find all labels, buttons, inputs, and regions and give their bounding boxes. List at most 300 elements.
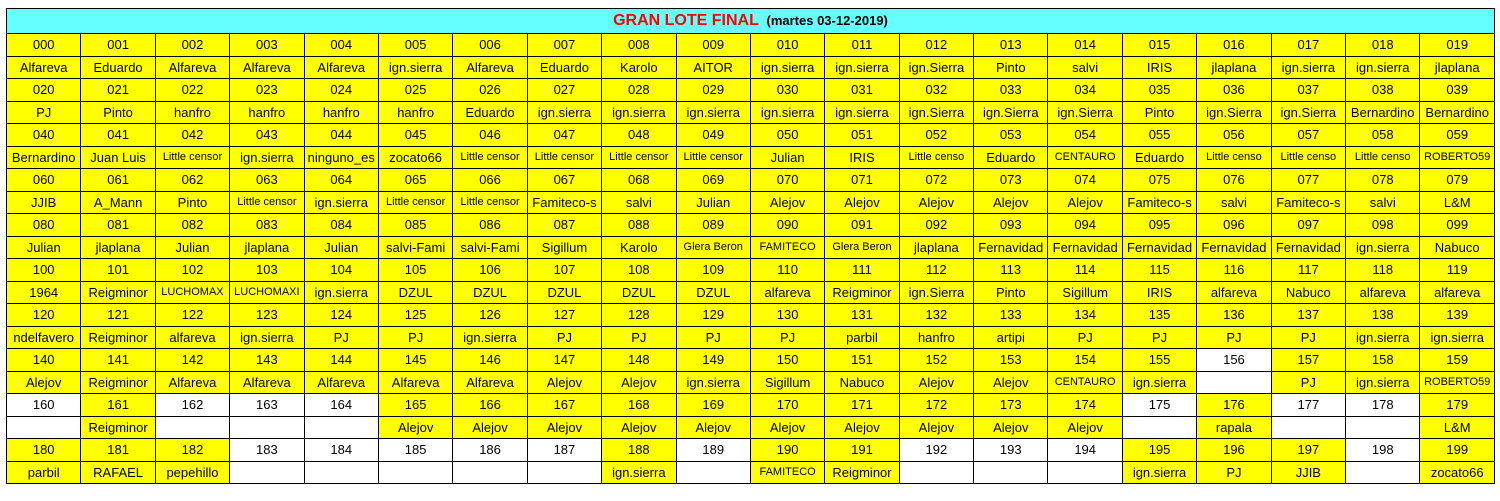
owner-cell: Alfareva [155, 371, 229, 394]
number-cell: 110 [750, 259, 824, 282]
owner-cell: ROBERTO59 [1420, 371, 1495, 394]
owner-cell: Little censor [527, 146, 601, 169]
number-cell: 024 [304, 79, 378, 102]
number-cell: 034 [1048, 79, 1122, 102]
owner-cell: Julian [676, 191, 750, 214]
owner-cell: salvi [1346, 191, 1420, 214]
number-cell: 193 [974, 439, 1048, 462]
owner-cell: 1964 [7, 281, 81, 304]
owner-cell [378, 461, 452, 484]
name-row [7, 56, 1495, 79]
owner-cell: ign.sierra [304, 281, 378, 304]
page-title: GRAN LOTE FINAL [613, 12, 759, 29]
owner-cell: salvi [1197, 191, 1271, 214]
number-cell: 184 [304, 439, 378, 462]
owner-cell [304, 461, 378, 484]
owner-cell: Famiteco-s [527, 191, 601, 214]
owner-cell: Alfareva [453, 56, 527, 79]
owner-cell [1197, 371, 1271, 394]
owner-cell: ign.Sierra [974, 101, 1048, 124]
number-cell: 048 [602, 124, 676, 147]
owner-cell: Glera Beron [825, 236, 899, 259]
owner-cell: Fernavidad [974, 236, 1048, 259]
owner-cell: IRIS [1122, 56, 1196, 79]
number-cell: 105 [378, 259, 452, 282]
owner-cell: Reigminor [81, 281, 155, 304]
owner-cell: Eduardo [453, 101, 527, 124]
owner-cell: Alfareva [230, 56, 304, 79]
owner-cell: Julian [155, 236, 229, 259]
number-cell: 154 [1048, 349, 1122, 372]
number-cell: 027 [527, 79, 601, 102]
number-cell: 078 [1346, 169, 1420, 192]
owner-cell: ROBERTO59 [1420, 146, 1495, 169]
number-cell: 061 [81, 169, 155, 192]
number-cell: 168 [602, 394, 676, 417]
owner-cell: PJ [1048, 326, 1122, 349]
number-cell: 068 [602, 169, 676, 192]
owner-cell [1346, 416, 1420, 439]
owner-cell: Alfareva [7, 56, 81, 79]
number-cell: 137 [1271, 304, 1345, 327]
owner-cell: Little censor [453, 191, 527, 214]
owner-cell: Reigminor [81, 416, 155, 439]
number-cell: 158 [1346, 349, 1420, 372]
owner-cell: DZUL [676, 281, 750, 304]
number-cell: 073 [974, 169, 1048, 192]
number-cell: 010 [750, 34, 824, 57]
number-cell: 100 [7, 259, 81, 282]
number-cell: 037 [1271, 79, 1345, 102]
owner-cell: parbil [825, 326, 899, 349]
number-cell: 176 [1197, 394, 1271, 417]
owner-cell: PJ [1271, 371, 1345, 394]
owner-cell: ign.Sierra [1271, 101, 1345, 124]
number-cell: 116 [1197, 259, 1271, 282]
owner-cell: CENTAURO [1048, 146, 1122, 169]
owner-cell [155, 416, 229, 439]
number-row [7, 34, 1495, 57]
owner-cell [230, 416, 304, 439]
owner-cell: Little censo [1197, 146, 1271, 169]
number-cell: 042 [155, 124, 229, 147]
number-cell: 102 [155, 259, 229, 282]
number-cell: 135 [1122, 304, 1196, 327]
number-cell: 182 [155, 439, 229, 462]
owner-cell: Alejov [676, 416, 750, 439]
number-cell: 045 [378, 124, 452, 147]
number-cell: 016 [1197, 34, 1271, 57]
owner-cell: Alejov [602, 416, 676, 439]
owner-cell: Reigminor [825, 281, 899, 304]
number-cell: 124 [304, 304, 378, 327]
number-cell: 043 [230, 124, 304, 147]
owner-cell: Alfareva [378, 371, 452, 394]
owner-cell: ninguno_es [304, 146, 378, 169]
owner-cell: Little censo [1346, 146, 1420, 169]
number-cell: 106 [453, 259, 527, 282]
owner-cell: jlaplana [1420, 56, 1495, 79]
number-cell: 025 [378, 79, 452, 102]
name-row [7, 416, 1495, 439]
number-cell: 199 [1420, 439, 1495, 462]
number-cell: 044 [304, 124, 378, 147]
owner-cell: ign.sierra [1122, 371, 1196, 394]
owner-cell [1048, 461, 1122, 484]
owner-cell: Fernavidad [1048, 236, 1122, 259]
owner-cell: ign.sierra [602, 461, 676, 484]
number-cell: 136 [1197, 304, 1271, 327]
number-cell: 030 [750, 79, 824, 102]
number-cell: 131 [825, 304, 899, 327]
owner-cell: Alejov [750, 191, 824, 214]
owner-cell: Julian [7, 236, 81, 259]
owner-cell: salvi-Fami [453, 236, 527, 259]
owner-cell: Little censor [602, 146, 676, 169]
number-cell: 065 [378, 169, 452, 192]
owner-cell: salvi [1048, 56, 1122, 79]
number-cell: 172 [899, 394, 973, 417]
owner-cell: Reigminor [825, 461, 899, 484]
owner-cell: PJ [602, 326, 676, 349]
owner-cell: Alejov [899, 416, 973, 439]
number-cell: 059 [1420, 124, 1495, 147]
title-row [7, 9, 1495, 34]
number-cell: 004 [304, 34, 378, 57]
owner-cell: zocato66 [378, 146, 452, 169]
number-cell: 049 [676, 124, 750, 147]
number-cell: 179 [1420, 394, 1495, 417]
number-row [7, 439, 1495, 462]
name-row [7, 326, 1495, 349]
number-cell: 108 [602, 259, 676, 282]
number-cell: 080 [7, 214, 81, 237]
owner-cell: salvi [602, 191, 676, 214]
number-cell: 152 [899, 349, 973, 372]
owner-cell: Karolo [602, 56, 676, 79]
number-row [7, 349, 1495, 372]
lottery-grid [6, 8, 1495, 484]
number-cell: 181 [81, 439, 155, 462]
owner-cell: Glera Beron [676, 236, 750, 259]
number-cell: 157 [1271, 349, 1345, 372]
owner-cell: ign.sierra [378, 56, 452, 79]
number-cell: 197 [1271, 439, 1345, 462]
owner-cell [230, 461, 304, 484]
number-cell: 051 [825, 124, 899, 147]
owner-cell: Alejov [7, 371, 81, 394]
number-cell: 162 [155, 394, 229, 417]
owner-cell: Fernavidad [1122, 236, 1196, 259]
owner-cell: PJ [676, 326, 750, 349]
number-cell: 022 [155, 79, 229, 102]
number-cell: 092 [899, 214, 973, 237]
owner-cell: Reigminor [81, 371, 155, 394]
number-cell: 018 [1346, 34, 1420, 57]
owner-cell: Pinto [81, 101, 155, 124]
number-cell: 166 [453, 394, 527, 417]
number-cell: 153 [974, 349, 1048, 372]
owner-cell: LUCHOMAXI [230, 281, 304, 304]
owner-cell: Karolo [602, 236, 676, 259]
number-cell: 117 [1271, 259, 1345, 282]
owner-cell: artipi [974, 326, 1048, 349]
owner-cell: PJ [7, 101, 81, 124]
number-cell: 054 [1048, 124, 1122, 147]
owner-cell: alfareva [1197, 281, 1271, 304]
number-cell: 170 [750, 394, 824, 417]
number-cell: 109 [676, 259, 750, 282]
number-cell: 077 [1271, 169, 1345, 192]
owner-cell [453, 461, 527, 484]
owner-cell: Bernardino [1346, 101, 1420, 124]
number-cell: 146 [453, 349, 527, 372]
owner-cell: ign.sierra [602, 101, 676, 124]
number-cell: 183 [230, 439, 304, 462]
owner-cell: Alfareva [155, 56, 229, 79]
owner-cell: ign.sierra [750, 56, 824, 79]
owner-cell: Sigillum [750, 371, 824, 394]
owner-cell: Alejov [602, 371, 676, 394]
owner-cell: Pinto [974, 56, 1048, 79]
number-cell: 161 [81, 394, 155, 417]
number-cell: 035 [1122, 79, 1196, 102]
owner-cell: Pinto [974, 281, 1048, 304]
owner-cell: AITOR [676, 56, 750, 79]
owner-cell: PJ [750, 326, 824, 349]
number-cell: 122 [155, 304, 229, 327]
owner-cell: hanfro [230, 101, 304, 124]
owner-cell: parbil [7, 461, 81, 484]
owner-cell: PJ [1197, 461, 1271, 484]
owner-cell: IRIS [825, 146, 899, 169]
number-cell: 114 [1048, 259, 1122, 282]
owner-cell: JJIB [1271, 461, 1345, 484]
owner-cell: ign.sierra [1346, 236, 1420, 259]
owner-cell: Julian [304, 236, 378, 259]
owner-cell: pepehillo [155, 461, 229, 484]
owner-cell: Nabuco [825, 371, 899, 394]
number-cell: 052 [899, 124, 973, 147]
number-cell: 121 [81, 304, 155, 327]
number-cell: 145 [378, 349, 452, 372]
owner-cell: Alejov [825, 416, 899, 439]
number-cell: 156 [1197, 349, 1271, 372]
number-row [7, 169, 1495, 192]
number-cell: 005 [378, 34, 452, 57]
number-cell: 063 [230, 169, 304, 192]
number-cell: 177 [1271, 394, 1345, 417]
owner-cell: Pinto [155, 191, 229, 214]
owner-cell: salvi-Fami [378, 236, 452, 259]
owner-cell: LUCHOMAX [155, 281, 229, 304]
owner-cell: PJ [304, 326, 378, 349]
number-cell: 174 [1048, 394, 1122, 417]
owner-cell: Eduardo [1122, 146, 1196, 169]
number-cell: 036 [1197, 79, 1271, 102]
number-row [7, 304, 1495, 327]
owner-cell: Pinto [1122, 101, 1196, 124]
number-cell: 118 [1346, 259, 1420, 282]
owner-cell: ign.sierra [1346, 326, 1420, 349]
owner-cell: ign.sierra [1420, 326, 1495, 349]
owner-cell [1271, 416, 1345, 439]
number-cell: 164 [304, 394, 378, 417]
owner-cell: Famiteco-s [1122, 191, 1196, 214]
owner-cell: ign.sierra [1122, 461, 1196, 484]
number-cell: 012 [899, 34, 973, 57]
number-cell: 192 [899, 439, 973, 462]
number-cell: 032 [899, 79, 973, 102]
number-cell: 003 [230, 34, 304, 57]
number-cell: 163 [230, 394, 304, 417]
number-row [7, 124, 1495, 147]
number-cell: 079 [1420, 169, 1495, 192]
number-cell: 050 [750, 124, 824, 147]
owner-cell: Alfareva [304, 56, 378, 79]
number-cell: 093 [974, 214, 1048, 237]
number-cell: 147 [527, 349, 601, 372]
number-cell: 070 [750, 169, 824, 192]
number-cell: 194 [1048, 439, 1122, 462]
number-cell: 134 [1048, 304, 1122, 327]
number-cell: 188 [602, 439, 676, 462]
number-cell: 196 [1197, 439, 1271, 462]
number-cell: 087 [527, 214, 601, 237]
number-row [7, 79, 1495, 102]
number-row [7, 214, 1495, 237]
number-cell: 039 [1420, 79, 1495, 102]
number-cell: 053 [974, 124, 1048, 147]
number-cell: 008 [602, 34, 676, 57]
number-cell: 119 [1420, 259, 1495, 282]
owner-cell: ign.sierra [453, 326, 527, 349]
number-cell: 021 [81, 79, 155, 102]
owner-cell: jlaplana [81, 236, 155, 259]
owner-cell: ign.sierra [825, 101, 899, 124]
number-cell: 111 [825, 259, 899, 282]
owner-cell: hanfro [155, 101, 229, 124]
owner-cell: ign.Sierra [899, 101, 973, 124]
number-cell: 095 [1122, 214, 1196, 237]
number-cell: 185 [378, 439, 452, 462]
number-cell: 009 [676, 34, 750, 57]
owner-cell: Alfareva [230, 371, 304, 394]
owner-cell: alfareva [1420, 281, 1495, 304]
number-cell: 031 [825, 79, 899, 102]
owner-cell: Alfareva [304, 371, 378, 394]
number-cell: 074 [1048, 169, 1122, 192]
number-cell: 141 [81, 349, 155, 372]
number-cell: 195 [1122, 439, 1196, 462]
owner-cell [899, 461, 973, 484]
owner-cell: Little censo [1271, 146, 1345, 169]
number-cell: 159 [1420, 349, 1495, 372]
number-cell: 101 [81, 259, 155, 282]
owner-cell: Fernavidad [1271, 236, 1345, 259]
owner-cell: Alejov [825, 191, 899, 214]
owner-cell: Eduardo [974, 146, 1048, 169]
number-cell: 165 [378, 394, 452, 417]
owner-cell: Alejov [974, 191, 1048, 214]
owner-cell: Alejov [378, 416, 452, 439]
number-cell: 064 [304, 169, 378, 192]
owner-cell: Little censor [230, 191, 304, 214]
number-cell: 088 [602, 214, 676, 237]
number-cell: 082 [155, 214, 229, 237]
owner-cell: PJ [378, 326, 452, 349]
number-cell: 190 [750, 439, 824, 462]
owner-cell: Sigillum [1048, 281, 1122, 304]
owner-cell: RAFAEL [81, 461, 155, 484]
owner-cell: Alejov [527, 416, 601, 439]
owner-cell: L&M [1420, 191, 1495, 214]
name-row [7, 461, 1495, 484]
owner-cell [1122, 416, 1196, 439]
number-cell: 099 [1420, 214, 1495, 237]
page-subtitle: (martes 03-12-2019) [766, 13, 888, 28]
owner-cell: Alejov [899, 371, 973, 394]
number-cell: 115 [1122, 259, 1196, 282]
number-cell: 033 [974, 79, 1048, 102]
number-cell: 175 [1122, 394, 1196, 417]
number-cell: 140 [7, 349, 81, 372]
number-cell: 098 [1346, 214, 1420, 237]
number-cell: 084 [304, 214, 378, 237]
number-cell: 081 [81, 214, 155, 237]
owner-cell: PJ [527, 326, 601, 349]
number-cell: 075 [1122, 169, 1196, 192]
number-cell: 097 [1271, 214, 1345, 237]
name-row [7, 191, 1495, 214]
name-row [7, 101, 1495, 124]
owner-cell: Julian [750, 146, 824, 169]
number-cell: 071 [825, 169, 899, 192]
number-cell: 143 [230, 349, 304, 372]
number-cell: 072 [899, 169, 973, 192]
owner-cell: Alejov [453, 416, 527, 439]
owner-cell [974, 461, 1048, 484]
number-cell: 058 [1346, 124, 1420, 147]
owner-cell: Alejov [1048, 191, 1122, 214]
owner-cell: Little censo [899, 146, 973, 169]
number-cell: 067 [527, 169, 601, 192]
owner-cell: CENTAURO [1048, 371, 1122, 394]
owner-cell: Alejov [750, 416, 824, 439]
number-cell: 007 [527, 34, 601, 57]
number-cell: 015 [1122, 34, 1196, 57]
number-cell: 047 [527, 124, 601, 147]
number-cell: 002 [155, 34, 229, 57]
number-cell: 127 [527, 304, 601, 327]
number-cell: 026 [453, 79, 527, 102]
number-cell: 132 [899, 304, 973, 327]
owner-cell: Alejov [974, 371, 1048, 394]
owner-cell: ign.sierra [527, 101, 601, 124]
number-cell: 090 [750, 214, 824, 237]
owner-cell: ign.Sierra [1197, 101, 1271, 124]
owner-cell: Juan Luis [81, 146, 155, 169]
number-cell: 028 [602, 79, 676, 102]
owner-cell: DZUL [378, 281, 452, 304]
number-cell: 187 [527, 439, 601, 462]
owner-cell [1346, 461, 1420, 484]
number-cell: 055 [1122, 124, 1196, 147]
owner-cell: ign.sierra [1271, 56, 1345, 79]
owner-cell: ign.sierra [1346, 56, 1420, 79]
number-cell: 191 [825, 439, 899, 462]
owner-cell: Bernardino [1420, 101, 1495, 124]
